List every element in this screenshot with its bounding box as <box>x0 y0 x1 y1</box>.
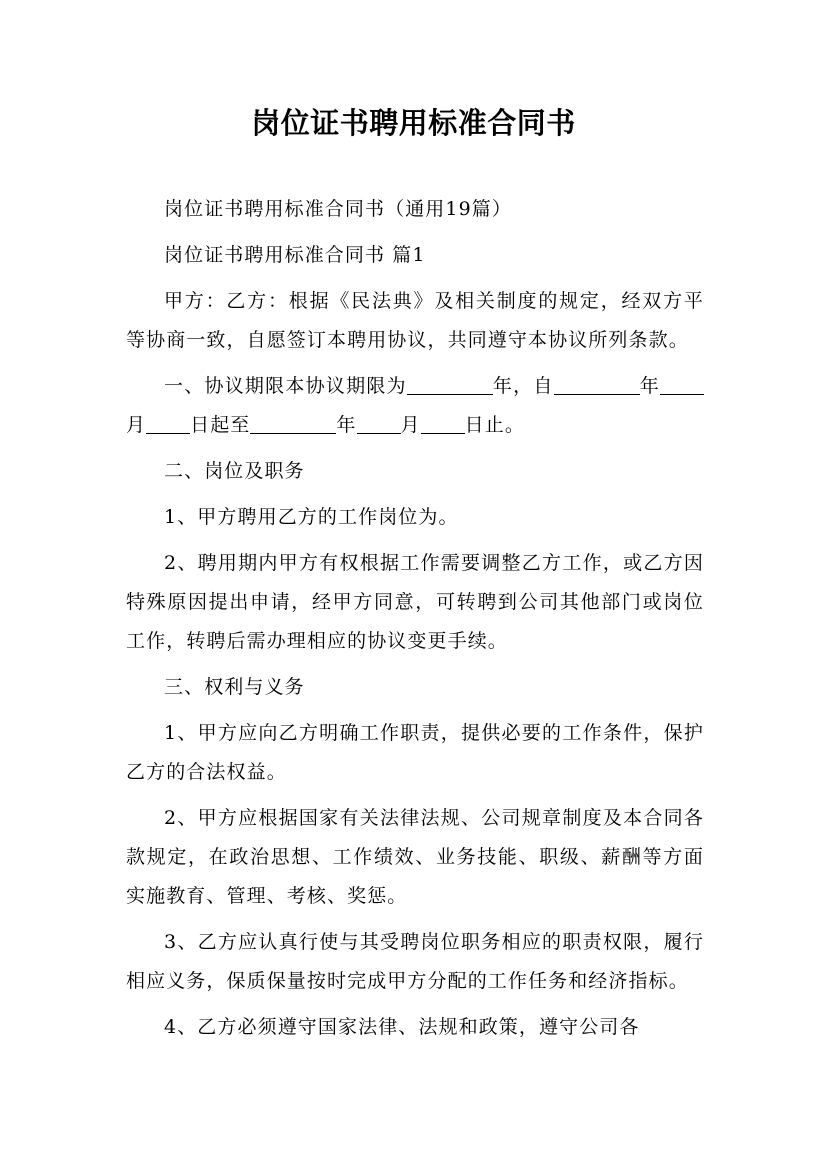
term-day-from: 日起至 <box>190 414 251 436</box>
blank-end-day <box>421 414 465 434</box>
paragraph-chapter-heading: 岗位证书聘用标准合同书 篇1 <box>164 244 426 266</box>
blank-end-year <box>250 414 336 434</box>
blank-start-day <box>146 414 190 434</box>
paragraph-duty-4: 4、乙方必须遵守国家法律、法规和政策，遵守公司各 <box>164 1016 640 1038</box>
term-month-from: 月 <box>126 414 147 436</box>
document-body <box>126 190 704 1047</box>
blank-end-month <box>357 414 401 434</box>
paragraph-position-adjust: 2、聘用期内甲方有权根据工作需要调整乙方工作，或乙方因特殊原因提出申请，经甲方同意，可转聘到公司其他部门或岗位工作，转聘后需办理相应的协议变更手续。 <box>126 552 704 652</box>
document-title: 岗位证书聘用标准合同书 <box>251 106 576 140</box>
paragraph-duty-1: 1、甲方应向乙方明确工作职责，提供必要的工作条件，保护乙方的合法权益。 <box>126 722 704 783</box>
term-intro: 一、协议期限本协议期限为 <box>164 375 407 397</box>
blank-start-year <box>554 375 640 395</box>
paragraph-section-two-heading: 二、岗位及职务 <box>164 460 305 482</box>
term-year-from: 年，自 <box>492 375 554 397</box>
paragraph-section-three-heading: 三、权利与义务 <box>164 676 305 698</box>
term-month-to: 月 <box>400 414 421 436</box>
paragraph-subtitle: 岗位证书聘用标准合同书（通用19篇） <box>164 198 512 220</box>
term-day-to: 日止。 <box>464 414 525 436</box>
term-year-from-end: 年 <box>639 375 660 397</box>
paragraph-position: 1、甲方聘用乙方的工作岗位为。 <box>164 506 459 528</box>
paragraph-duty-2: 2、甲方应根据国家有关法律法规、公司规章制度及本合同各款规定，在政治思想、工作绩效、业务技能、职级、薪酬等方面实施教育、管理、考核、奖惩。 <box>126 807 704 907</box>
paragraph-parties: 甲方：乙方：根据《民法典》及相关制度的规定，经双方平等协商一致，自愿签订本聘用协议，共同遵守本协议所列条款。 <box>126 290 704 351</box>
blank-start-month <box>660 375 704 395</box>
term-year-to: 年 <box>336 414 357 436</box>
blank-term-years <box>407 375 493 395</box>
paragraph-duty-3: 3、乙方应认真行使与其受聘岗位职务相应的职责权限，履行相应义务，保质保量按时完成甲方分配的工作任务和经济指标。 <box>126 931 704 992</box>
paragraph-term-clause <box>126 367 704 445</box>
